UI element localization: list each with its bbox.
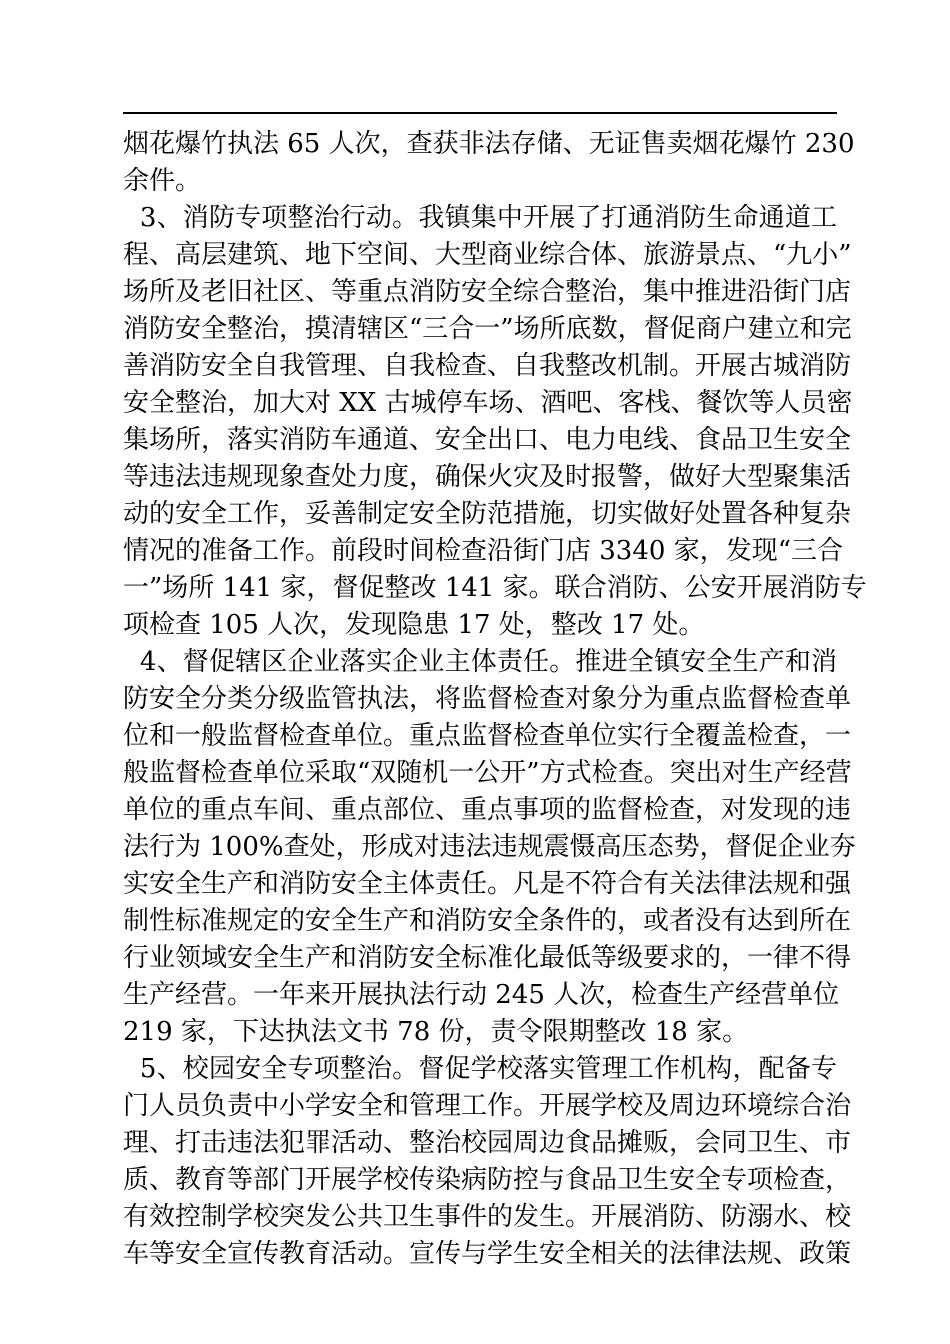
text-line: 项检查 105 人次，发现隐患 17 处，整改 17 处。 — [123, 610, 705, 640]
text-line: 位和一般监督检查单位。重点监督检查单位实行全覆盖检查，一 — [123, 721, 852, 751]
text-line: 余件。 — [123, 166, 202, 196]
text-line: 门人员负责中小学安全和管理工作。开展学校及周边环境综合治 — [123, 1091, 852, 1121]
text-line: 行业领域安全生产和消防安全标准化最低等级要求的，一律不得 — [123, 943, 852, 973]
text-line: 219 家，下达执法文书 78 份，责令限期整改 18 家。 — [123, 1017, 749, 1047]
text-line: 制性标准规定的安全生产和消防安全条件的，或者没有达到所在 — [123, 906, 852, 936]
text-line: 集场所，落实消防车通道、安全出口、电力电线、食品卫生安全 — [123, 425, 852, 455]
text-line: 理、打击违法犯罪活动、整治校园周边食品摊贩，会同卫生、市 — [123, 1128, 852, 1158]
text-line: 法行为 100%查处，形成对违法违规震慑高压态势，督促企业夯 — [123, 832, 856, 862]
text-line: 单位的重点车间、重点部位、重点事项的监督检查，对发现的违 — [123, 795, 852, 825]
text-line: 车等安全宣传教育活动。宣传与学生安全相关的法律法规、政策 — [123, 1239, 852, 1269]
text-line: 安全整治，加大对 XX 古城停车场、酒吧、客栈、餐饮等人员密 — [123, 388, 853, 418]
text-line: 实安全生产和消防安全主体责任。凡是不符合有关法律法规和强 — [123, 869, 852, 899]
text-line: 等违法违规现象查处力度，确保火灾及时报警，做好大型聚集活 — [123, 462, 852, 492]
header-rule — [123, 112, 837, 114]
text-line: 3、消防专项整治行动。我镇集中开展了打通消防生命通道工 — [123, 203, 837, 233]
text-line: 生产经营。一年来开展执法行动 245 人次，检查生产经营单位 — [123, 980, 840, 1010]
text-line: 烟花爆竹执法 65 人次，查获非法存储、无证售卖烟花爆竹 230 — [123, 129, 855, 159]
text-line: 场所及老旧社区、等重点消防安全综合整治，集中推进沿街门店 — [123, 277, 852, 307]
text-line: 消防安全整治，摸清辖区“三合一”场所底数，督促商户建立和完 — [123, 314, 852, 344]
text-line: 有效控制学校突发公共卫生事件的发生。开展消防、防溺水、校 — [123, 1202, 852, 1232]
text-line: 5、校园安全专项整治。督促学校落实管理工作机构，配备专 — [123, 1054, 837, 1084]
text-line: 一”场所 141 家，督促整改 141 家。联合消防、公安开展消防专 — [123, 573, 867, 603]
text-line: 善消防安全自我管理、自我检查、自我整改机制。开展古城消防 — [123, 351, 852, 381]
text-line: 4、督促辖区企业落实企业主体责任。推进全镇安全生产和消 — [123, 647, 837, 677]
body-text — [123, 126, 867, 1273]
text-line: 质、教育等部门开展学校传染病防控与食品卫生安全专项检查， — [123, 1165, 852, 1195]
text-line: 般监督检查单位采取“双随机一公开”方式检查。突出对生产经营 — [123, 758, 852, 788]
text-line: 防安全分类分级监管执法，将监督检查对象分为重点监督检查单 — [123, 684, 852, 714]
text-line: 情况的准备工作。前段时间检查沿街门店 3340 家，发现“三合 — [123, 536, 843, 566]
text-line: 程、高层建筑、地下空间、大型商业综合体、旅游景点、“九小” — [123, 240, 852, 270]
text-line: 动的安全工作，妥善制定安全防范措施，切实做好处置各种复杂 — [123, 499, 852, 529]
